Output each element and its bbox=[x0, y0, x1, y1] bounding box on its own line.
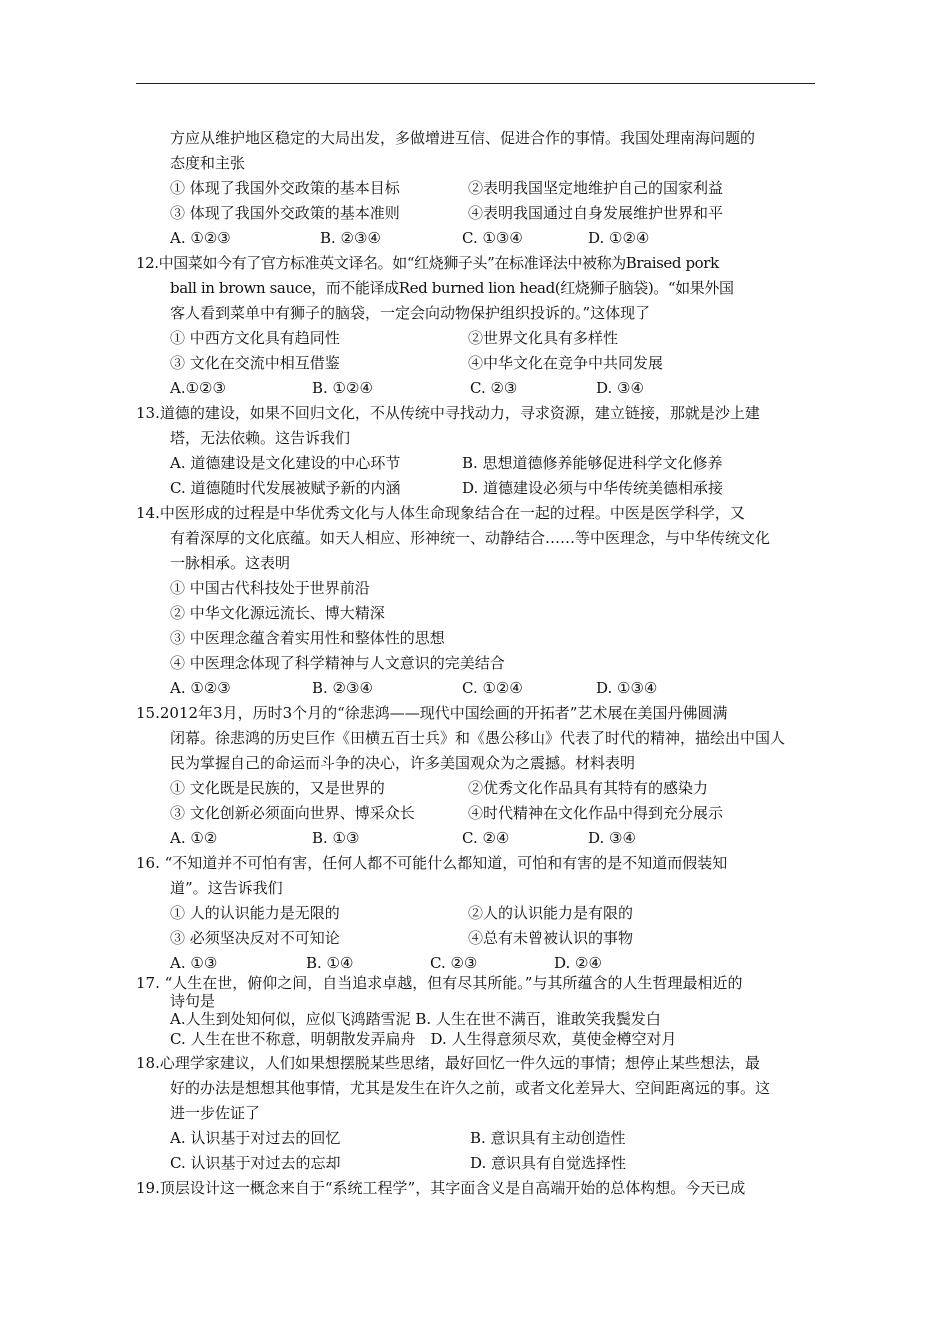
option: ① 中国古代科技处于世界前沿 bbox=[170, 579, 370, 597]
option: ① 文化既是民族的，又是世界的 bbox=[170, 779, 385, 797]
answer-choice: C. ①③④ bbox=[462, 229, 523, 247]
question-text: 17. “人生在世，俯仰之间，自当追求卓越，但有尽其所能。”与其所蕴含的人生哲理最相近的 bbox=[136, 974, 743, 992]
question-text: 客人看到菜单中有狮子的脑袋，一定会向动物保护组织投诉的。”这体现了 bbox=[170, 304, 651, 322]
option: ③ 文化创新必须面向世界、博采众长 bbox=[170, 804, 415, 822]
question-text: 15.2012年3月，历时3个月的“徐悲鸿——现代中国绘画的开拓者”艺术展在美国丹佛圆满 bbox=[136, 704, 728, 722]
option: ② 中华文化源远流长、博大精深 bbox=[170, 604, 385, 622]
question-text: 14.中医形成的过程是中华优秀文化与人体生命现象结合在一起的过程。中医是医学科学，又 bbox=[136, 504, 745, 522]
question-text: 民为掌握自己的命运而斗争的决心，许多美国观众为之震撼。材料表明 bbox=[170, 754, 636, 772]
answer-choice: D. ①②④ bbox=[588, 229, 650, 247]
answer-choice: D. 道德建设必须与中华传统美德相承接 bbox=[462, 479, 724, 497]
answer-choice: A. ①③ bbox=[170, 954, 218, 972]
option: ④中华文化在竞争中共同发展 bbox=[468, 354, 664, 372]
answer-choice: B. ①②④ bbox=[312, 379, 373, 397]
answer-choice: A.人生到处知何似，应似飞鸿踏雪泥 B. 人生在世不满百，谁敢笑我鬓发白 bbox=[170, 1010, 661, 1028]
option: ②人的认识能力是有限的 bbox=[468, 904, 634, 922]
answer-choice: D. ①③④ bbox=[596, 679, 658, 697]
answer-choice: A. 道德建设是文化建设的中心环节 bbox=[170, 454, 401, 472]
question-text: 16. “不知道并不可怕有害，任何人都不可能什么都知道，可怕和有害的是不知道而假装知 bbox=[136, 854, 728, 872]
option: ②优秀文化作品具有其特有的感染力 bbox=[468, 779, 709, 797]
option: ④表明我国通过自身发展维护世界和平 bbox=[468, 204, 724, 222]
question-text: 闭幕。徐悲鸿的历史巨作《田横五百士兵》和《愚公移山》代表了时代的精神，描绘出中国人 bbox=[170, 729, 786, 747]
answer-choice: B. 意识具有主动创造性 bbox=[470, 1129, 626, 1147]
question-text: 13.道德的建设，如果不回归文化，不从传统中寻找动力，寻求资源，建立链接，那就是沙上建 bbox=[136, 404, 760, 422]
question-text: 诗句是 bbox=[170, 992, 216, 1010]
answer-choice: C. 人生在世不称意，明朝散发弄扁舟 D. 人生得意须尽欢，莫使金樽空对月 bbox=[170, 1030, 677, 1048]
option: ① 体现了我国外交政策的基本目标 bbox=[170, 179, 400, 197]
question-text: ball in brown sauce，而不能译成Red burned lion head(红烧狮子脑袋)。“如果外国 bbox=[170, 279, 734, 297]
answer-choice: D. 意识具有自觉选择性 bbox=[470, 1154, 627, 1172]
answer-choice: B. ①④ bbox=[306, 954, 354, 972]
option: ④时代精神在文化作品中得到充分展示 bbox=[468, 804, 724, 822]
answer-choice: A. ①②③ bbox=[170, 679, 231, 697]
question-text: 好的办法是想想其他事情，尤其是发生在许久之前，或者文化差异大、空间距离远的事。这 bbox=[170, 1079, 771, 1097]
option: ②表明我国坚定地维护自己的国家利益 bbox=[468, 179, 724, 197]
option: ③ 必须坚决反对不可知论 bbox=[170, 929, 340, 947]
answer-choice: C. ②③ bbox=[430, 954, 478, 972]
question-text: 有着深厚的文化底蕴。如天人相应、形神统一、动静结合……等中医理念，与中华传统文化 bbox=[170, 529, 771, 547]
answer-choice: C. 认识基于对过去的忘却 bbox=[170, 1154, 341, 1172]
answer-choice: C. ②④ bbox=[462, 829, 510, 847]
question-text: 道”。这告诉我们 bbox=[170, 879, 283, 897]
answer-choice: C. ①②④ bbox=[462, 679, 523, 697]
question-text: 19.顶层设计这一概念来自于“系统工程学”，其字面含义是自高端开始的总体构想。今天已成 bbox=[136, 1179, 746, 1197]
option: ④ 中医理念体现了科学精神与人文意识的完美结合 bbox=[170, 654, 505, 672]
question-text: 塔，无法依赖。这告诉我们 bbox=[170, 429, 351, 447]
question-text: 方应从维护地区稳定的大局出发，多做增进互信、促进合作的事情。我国处理南海问题的 bbox=[170, 129, 756, 147]
question-text: 态度和主张 bbox=[170, 154, 246, 172]
option: ① 中西方文化具有趋同性 bbox=[170, 329, 340, 347]
answer-choice: B. ②③④ bbox=[320, 229, 381, 247]
answer-choice: A. 认识基于对过去的回忆 bbox=[170, 1129, 341, 1147]
answer-choice: A. ①②③ bbox=[170, 229, 231, 247]
answer-choice: A.①②③ bbox=[170, 379, 226, 397]
answer-choice: B. ②③④ bbox=[312, 679, 373, 697]
option: ④总有未曾被认识的事物 bbox=[468, 929, 634, 947]
option: ③ 体现了我国外交政策的基本准则 bbox=[170, 204, 400, 222]
answer-choice: D. ③④ bbox=[588, 829, 636, 847]
answer-choice: B. ①③ bbox=[312, 829, 360, 847]
header-rule bbox=[136, 83, 815, 84]
answer-choice: D. ③④ bbox=[596, 379, 644, 397]
answer-choice: C. 道德随时代发展被赋予新的内涵 bbox=[170, 479, 401, 497]
answer-choice: C. ②③ bbox=[470, 379, 518, 397]
answer-choice: A. ①② bbox=[170, 829, 218, 847]
question-text: 12.中国菜如今有了官方标准英文译名。如“红烧狮子头”在标准译法中被称为Braised pork bbox=[136, 254, 719, 272]
option: ③ 文化在交流中相互借鉴 bbox=[170, 354, 340, 372]
option: ① 人的认识能力是无限的 bbox=[170, 904, 340, 922]
answer-choice: B. 思想道德修养能够促进科学文化修养 bbox=[462, 454, 723, 472]
question-text: 18.心理学家建议，人们如果想摆脱某些思绪，最好回忆一件久远的事情；想停止某些想法，最 bbox=[136, 1054, 760, 1072]
question-text: 一脉相承。这表明 bbox=[170, 554, 291, 572]
option: ③ 中医理念蕴含着实用性和整体性的思想 bbox=[170, 629, 445, 647]
answer-choice: D. ②④ bbox=[554, 954, 602, 972]
option: ②世界文化具有多样性 bbox=[468, 329, 619, 347]
question-text: 进一步佐证了 bbox=[170, 1104, 261, 1122]
